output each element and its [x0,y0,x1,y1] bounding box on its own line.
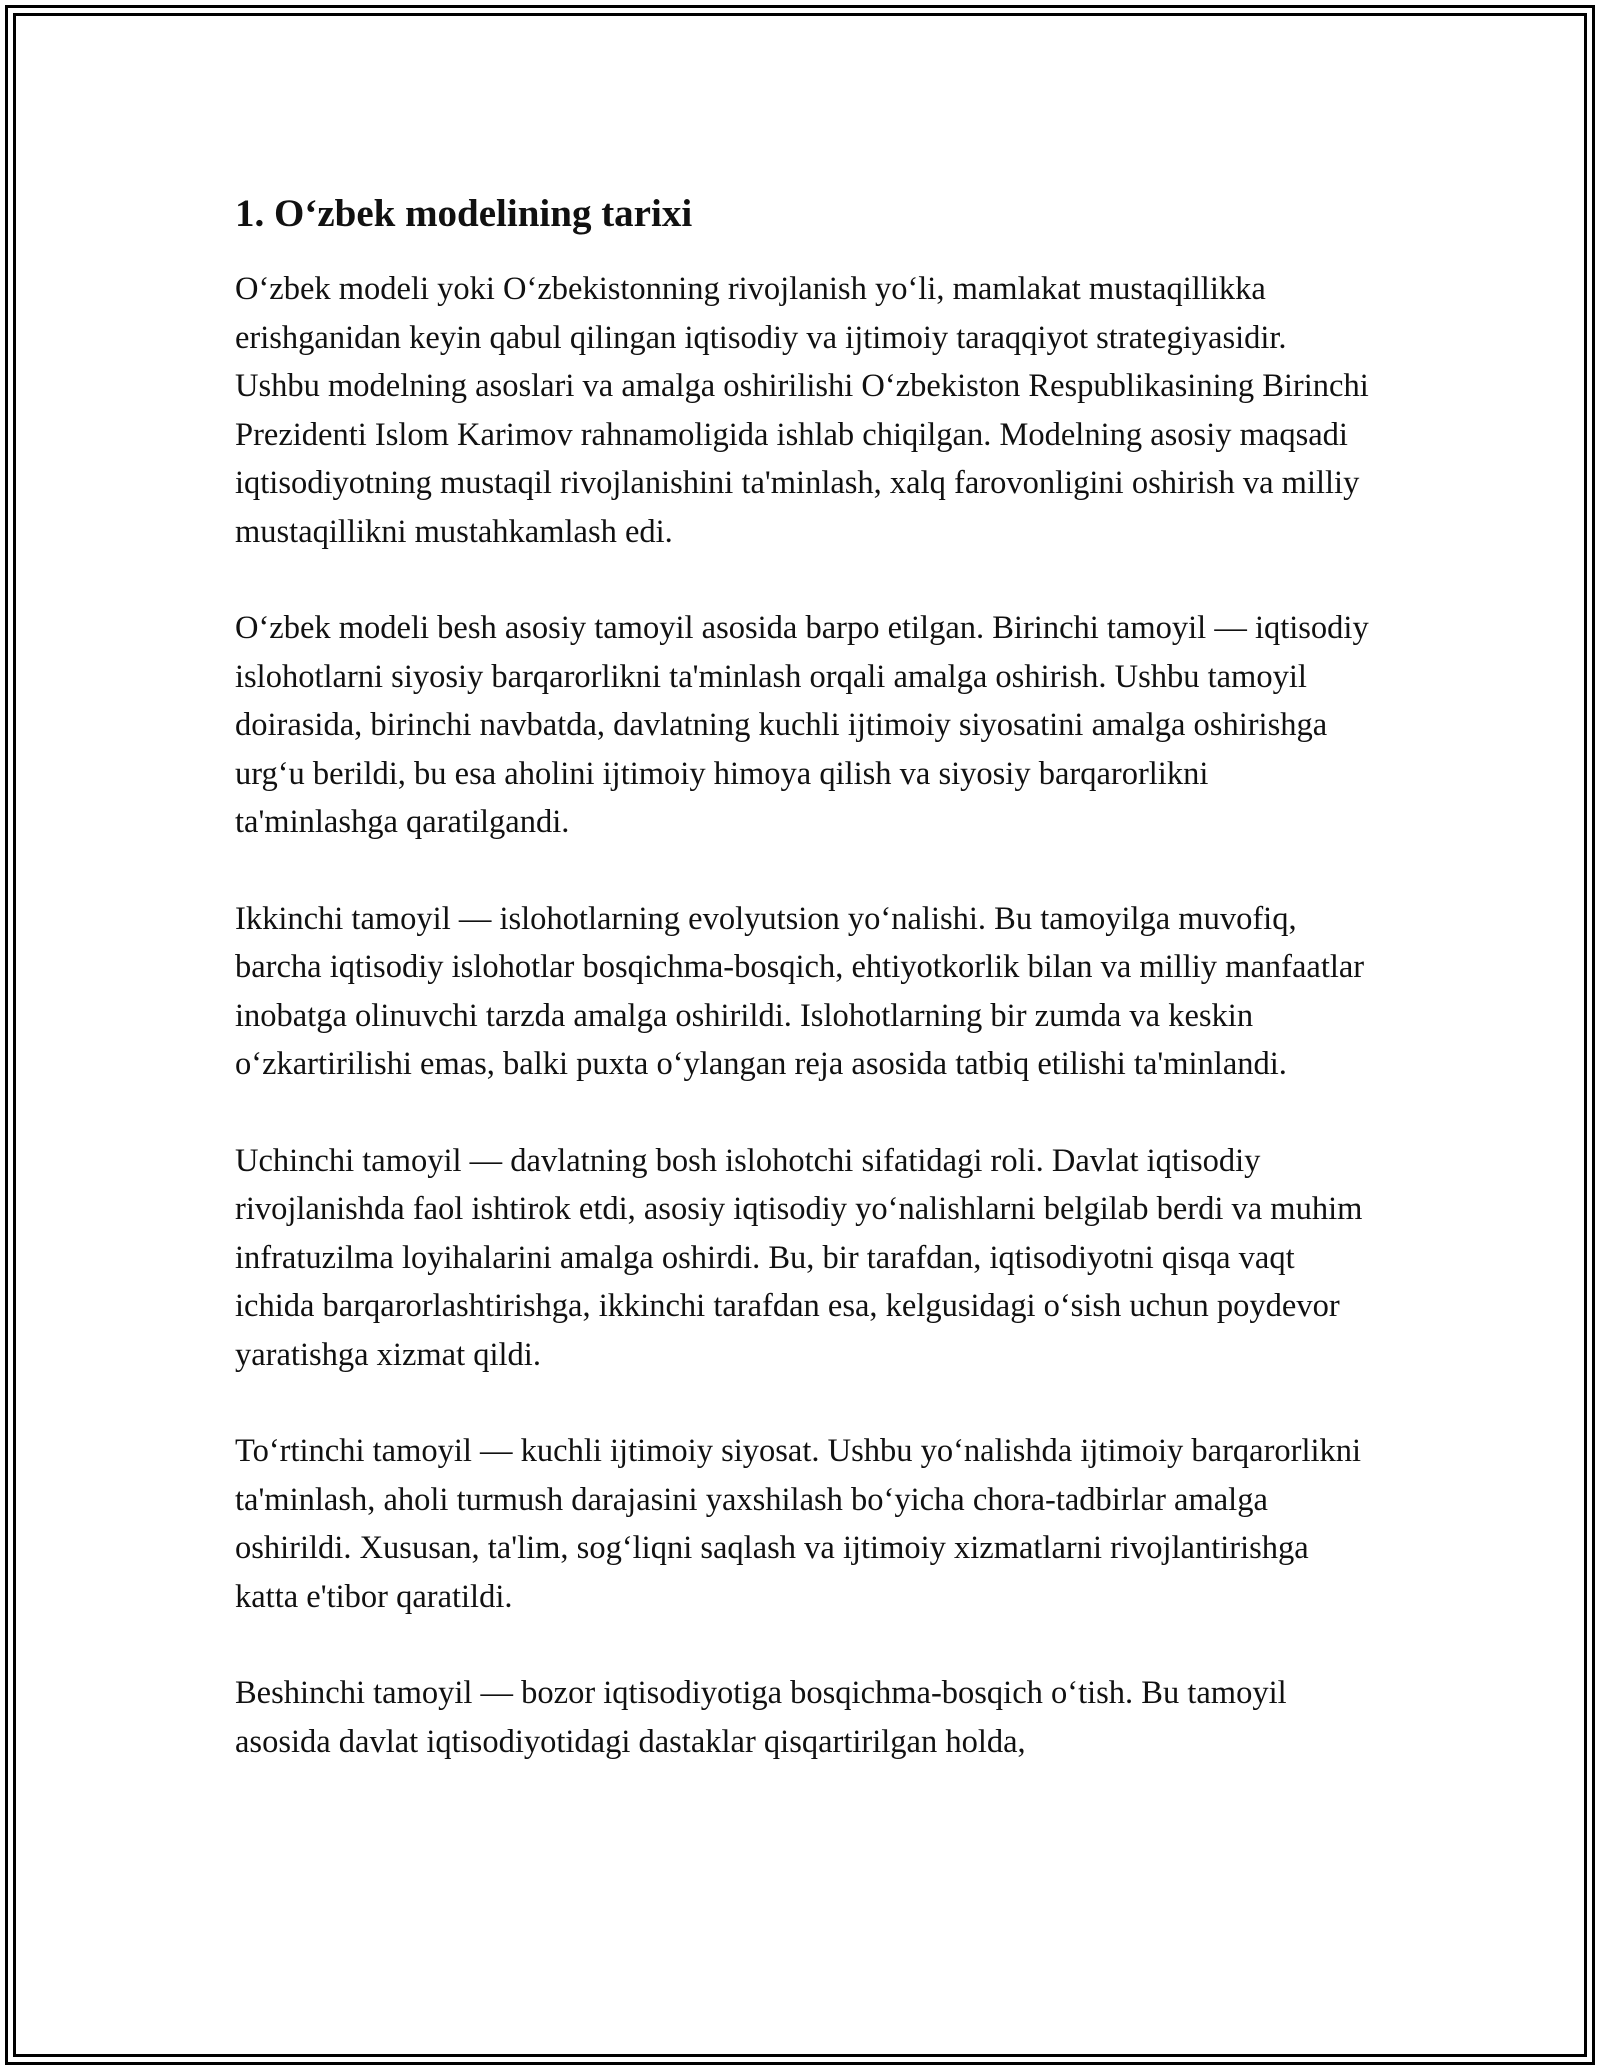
section-heading: 1. O‘zbek modelining tarixi [235,192,693,235]
paragraph-5: To‘rtinchi tamoyil — kuchli ijtimoiy siyosat. Ushbu yo‘nalishda ijtimoiy barqarorlikni ta'minlash, aholi turmush darajasini yaxshilash bo‘yicha chora-tadbirlar amalga oshirildi. Xususan, ta'lim, sog‘liqni saqlash va ijtimoiy xizmatlarni rivojlantirishga katta e'tibor qaratildi. [235,1433,1362,1615]
document-body [235,185,1370,1814]
paragraph-1: O‘zbek modeli yoki O‘zbekistonning rivojlanish yo‘li, mamlakat mustaqillikka erishganidan keyin qabul qilingan iqtisodiy va ijtimoiy taraqqiyot strategiyasidir. Ushbu modelning asoslari va amalga oshirilishi O‘zbekiston Respublikasining Birinchi Prezidenti Islom Karimov rahnamoligida ishlab chiqilgan. Modelning asosiy maqsadi iqtisodiyotning mustaqil rivojlanishini ta'minlash, xalq farovonligini oshirish va milliy mustaqillikni mustahkamlash edi. [235,271,1369,550]
paragraph-2: O‘zbek modeli besh asosiy tamoyil asosida barpo etilgan. Birinchi tamoyil — iqtisodiy islohotlarni siyosiy barqarorlikni ta'minlash orqali amalga oshirish. Ushbu tamoyil doirasida, birinchi navbatda, davlatning kuchli ijtimoiy siyosatini amalga oshirishga urg‘u berildi, bu esa aholini ijtimoiy himoya qilish va siyosiy barqarorlikni ta'minlashga qaratilgandi. [235,610,1369,840]
paragraph-3: Ikkinchi tamoyil — islohotlarning evolyutsion yo‘nalishi. Bu tamoyilga muvofiq, barcha iqtisodiy islohotlar bosqichma-bosqich, ehtiyotkorlik bilan va milliy manfaatlar inobatga olinuvchi tarzda amalga oshirildi. Islohotlarning bir zumda va keskin o‘zkartirilishi emas, balki puxta o‘ylangan reja asosida tatbiq etilishi ta'minlandi. [235,900,1365,1082]
paragraph-4: Uchinchi tamoyil — davlatning bosh islohotchi sifatidagi roli. Davlat iqtisodiy rivojlanishda faol ishtirok etdi, asosiy iqtisodiy yo‘nalishlarni belgilab berdi va muhim infratuzilma loyihalarini amalga oshirdi. Bu, bir tarafdan, iqtisodiyotni qisqa vaqt ichida barqarorlashtirishga, ikkinchi tarafdan esa, kelgusidagi o‘sish uchun poydevor yaratishga xizmat qildi. [235,1142,1363,1373]
paragraph-6: Beshinchi tamoyil — bozor iqtisodiyotiga bosqichma-bosqich o‘tish. Bu tamoyil asosida davlat iqtisodiyotidagi dastaklar qisqartirilgan holda, [235,1675,1287,1760]
